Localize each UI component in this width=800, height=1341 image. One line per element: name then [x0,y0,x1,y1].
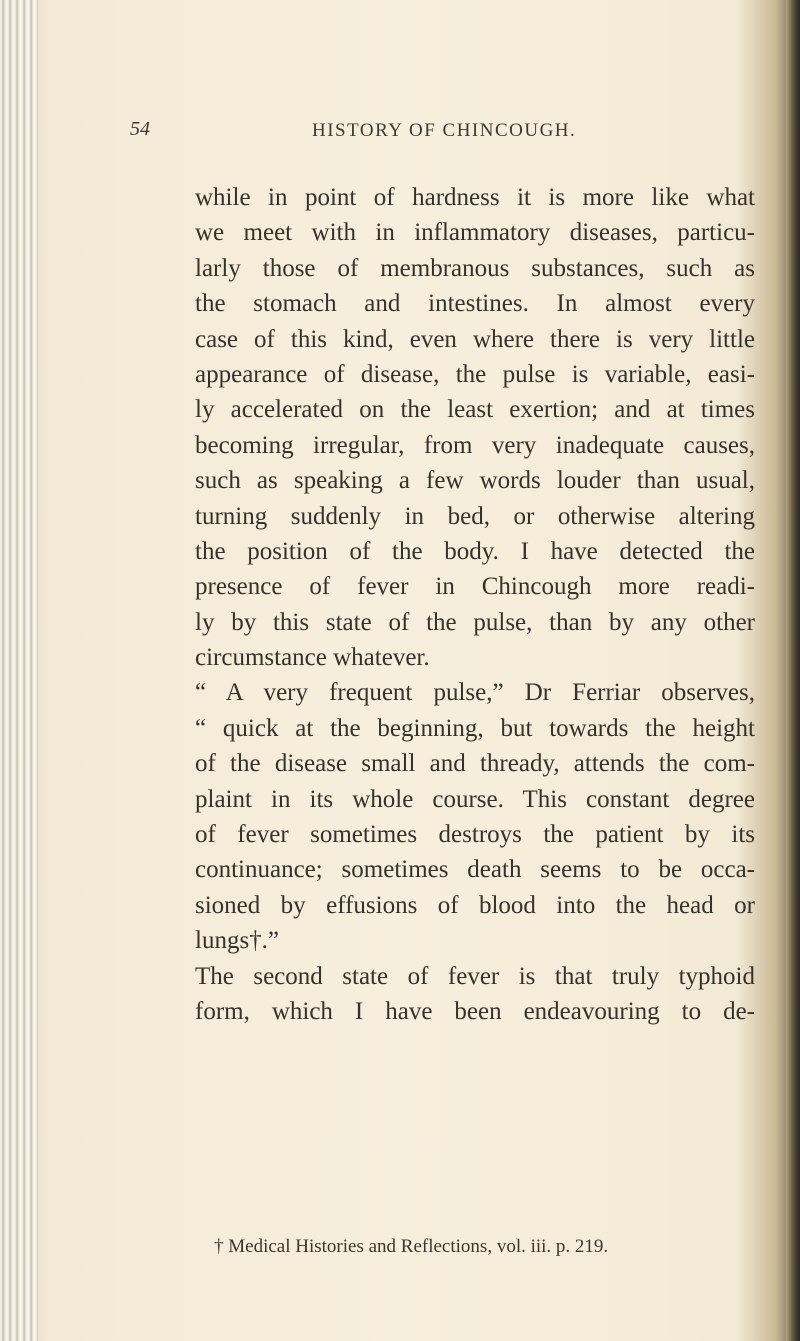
text-line: ly accelerated on the least exertion; and at times [195,396,755,424]
text-line: larly those of membranous substances, such as [195,254,755,282]
text-line: lungs†.” [195,927,280,955]
page-number: 54 [130,118,150,140]
text-line: of the disease small and thready, attends the com- [195,750,755,778]
text-line: continuance; sometimes death seems to be occa- [195,856,755,884]
text-line: “ quick at the beginning, but towards the height [195,714,755,742]
text-line: presence of fever in Chincough more readi- [195,573,755,601]
text-line: “ A very frequent pulse,” Dr Ferriar observes, [195,679,755,707]
text-line: of fever sometimes destroys the patient by its [195,821,755,849]
text-line: while in point of hardness it is more like what [195,184,755,211]
text-line: sioned by effusions of blood into the head or [195,891,755,919]
text-line: the stomach and intestines. In almost every [195,290,755,318]
text-line: circumstance whatever. [195,644,430,672]
text-line: turning suddenly in bed, or otherwise altering [195,502,755,530]
text-line: form, which I have been endeavouring to de- [195,997,755,1025]
text-line: such as speaking a few words louder than usual, [195,467,755,495]
text-line: we meet with in inflammatory diseases, particu- [195,219,755,247]
text-line: ly by this state of the pulse, than by any other [195,608,755,636]
text-line: plaint in its whole course. This constant degree [195,785,755,813]
text-line: appearance of disease, the pulse is variable, easi- [195,360,755,388]
text-line: The second state of fever is that truly typhoid [195,962,755,990]
text-line: the position of the body. I have detected the [195,537,755,565]
page-edge-shadow [786,0,800,1341]
body-text [195,180,755,1029]
footnote: † Medical Histories and Reflections, vol. iii. p. 219. [214,1236,609,1257]
page-gutter [0,0,38,1341]
text-line: becoming irregular, from very inadequate causes, [195,431,755,459]
text-line: case of this kind, even where there is very little [195,325,755,353]
running-head: HISTORY OF CHINCOUGH. [312,120,577,141]
